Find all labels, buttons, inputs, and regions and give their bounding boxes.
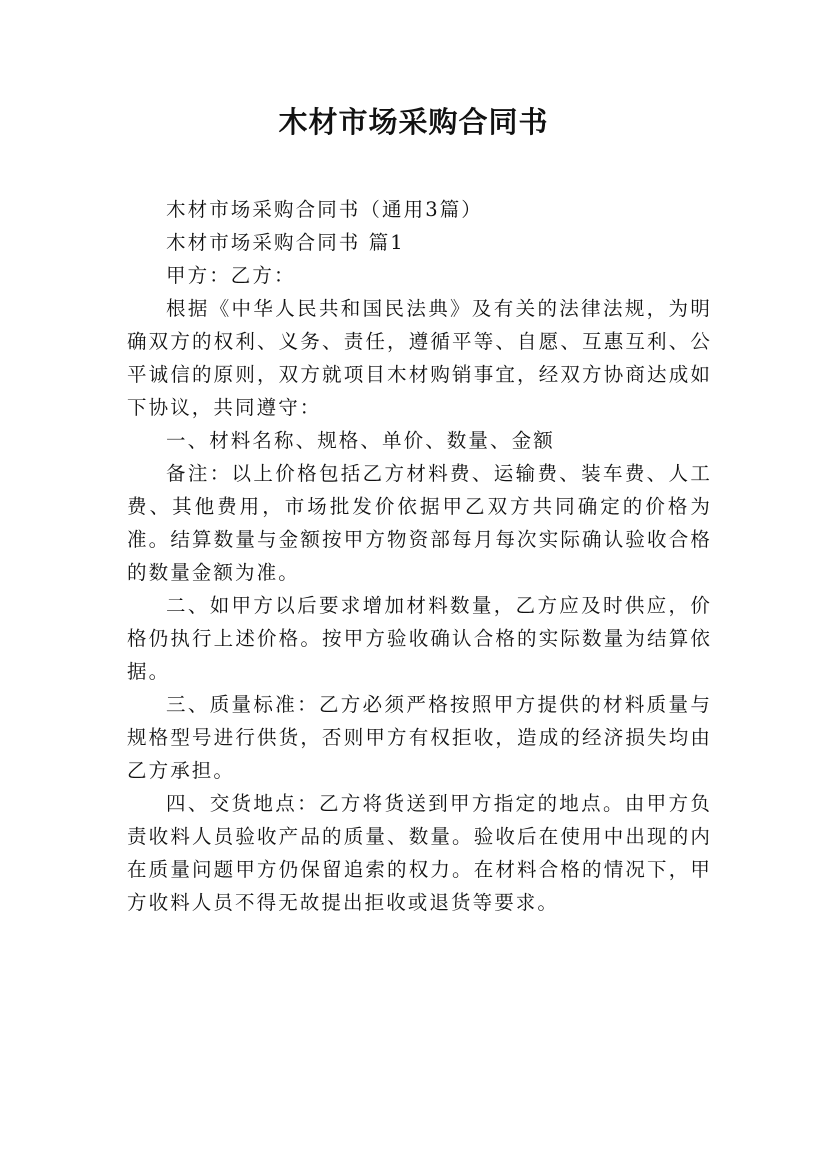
parties-line: 甲方：乙方： <box>166 264 296 287</box>
clause-3: 三、质量标准：乙方必须严格按照甲方提供的材料质量与规格型号进行供货，否则甲方有权拒收，造成的经济损失均由乙方承担。 <box>127 693 712 782</box>
remark-paragraph: 备注：以上价格包括乙方材料费、运输费、装车费、人工费、其他费用，市场批发价依据甲乙双方共同确定的价格为准。结算数量与金额按甲方物资部每月每次实际确认验收合格的数量金额为准。 <box>127 462 712 584</box>
subtitle-paragraph: 木材市场采购合同书（通用3篇） <box>166 198 483 221</box>
section-heading: 木材市场采购合同书 篇1 <box>166 231 405 254</box>
preamble-paragraph: 根据《中华人民共和国民法典》及有关的法律法规，为明确双方的权利、义务、责任，遵循平等、自愿、互惠互利、公平诚信的原则，双方就项目木材购销事宜，经双方协商达成如下协议，共同遵守： <box>127 297 712 419</box>
document-body <box>127 193 712 919</box>
document-title: 木材市场采购合同书 <box>278 105 549 139</box>
clause-1: 一、材料名称、规格、单价、数量、金额 <box>166 429 555 452</box>
clause-4: 四、交货地点：乙方将货送到甲方指定的地点。由甲方负责收料人员验收产品的质量、数量。验收后在使用中出现的内在质量问题甲方仍保留追索的权力。在材料合格的情况下，甲方收料人员不得无故提出拒收或退货等要求。 <box>127 792 712 914</box>
clause-2: 二、如甲方以后要求增加材料数量，乙方应及时供应，价格仍执行上述价格。按甲方验收确认合格的实际数量为结算依据。 <box>127 594 712 683</box>
